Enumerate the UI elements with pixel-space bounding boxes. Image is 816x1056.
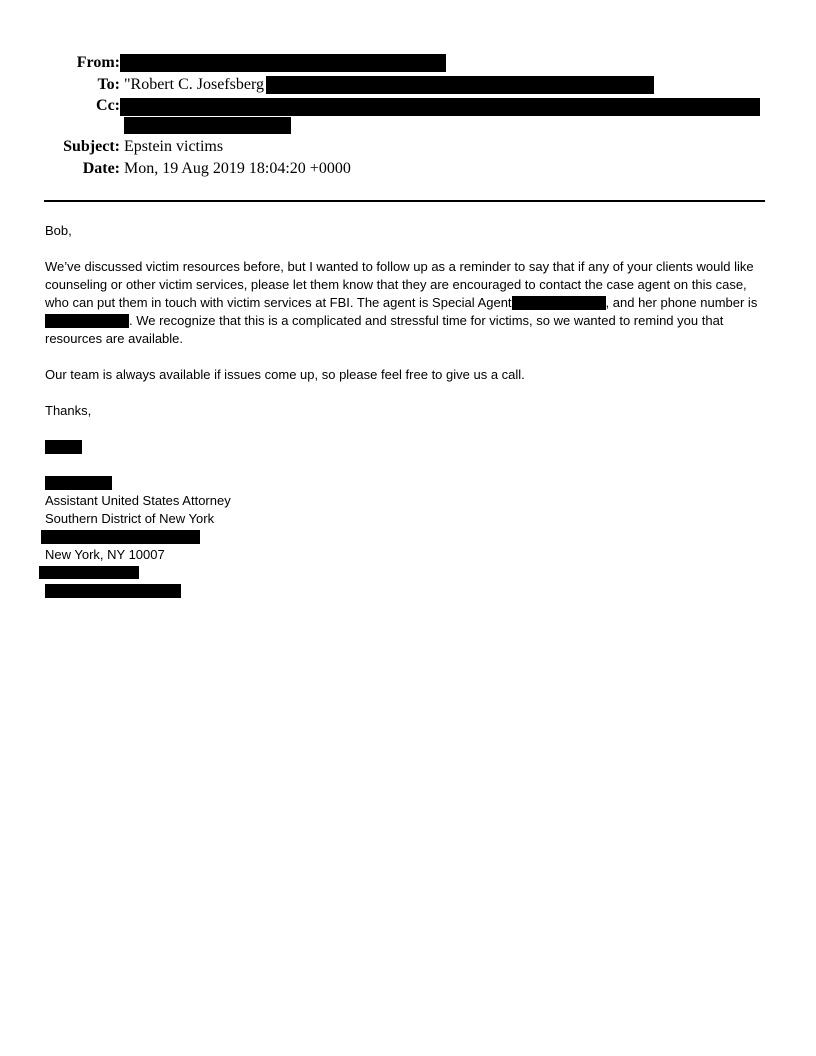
redacted-cc-line2 <box>124 117 291 134</box>
redacted-phone-number <box>45 314 129 328</box>
header-divider <box>44 200 765 202</box>
to-label: To: <box>97 76 120 93</box>
body-paragraph-2: Our team is always available if issues come up, so please feel free to give us a call. <box>45 367 525 382</box>
to-row <box>0 75 816 95</box>
body-paragraph-1 <box>45 258 767 348</box>
greeting: Bob, <box>45 223 72 238</box>
redacted-phone <box>39 566 139 579</box>
redacted-agent-name <box>512 296 606 310</box>
subject-row <box>0 137 816 157</box>
subject-label: Subject: <box>63 138 120 155</box>
date-label: Date: <box>82 160 120 177</box>
to-value: "Robert C. Josefsberg <box>124 76 264 93</box>
subject-value: Epstein victims <box>124 138 224 155</box>
signature-office: Southern District of New York <box>45 511 215 526</box>
redacted-sender-first-name <box>45 440 82 454</box>
date-row <box>0 159 816 179</box>
redacted-from <box>120 54 446 72</box>
closing: Thanks, <box>45 403 92 418</box>
from-label: From: <box>76 54 120 71</box>
paragraph-1-text-c: . We recognize that this is a complicated and stressful time for victims, so we wanted to remind you that resources are available. <box>45 313 724 346</box>
signature-title: Assistant United States Attorney <box>45 493 231 508</box>
paragraph-1-text-b: , and her phone number is <box>605 295 758 310</box>
cc-row <box>0 96 816 116</box>
date-value: Mon, 19 Aug 2019 18:04:20 +0000 <box>124 160 351 177</box>
redacted-cc-line1 <box>120 98 760 116</box>
paragraph-1-text-a: We’ve discussed victim resources before, but I wanted to follow up as a reminder to say that if any of your clients would like counseling or other victim services, please let them know that they are encouraged to contact the case agent on this case, who can put them in touch with victim services at FBI. The agent is Special Agent <box>45 259 754 310</box>
from-row <box>0 53 816 73</box>
redacted-to <box>266 76 654 94</box>
redacted-email <box>45 584 181 598</box>
cc-label: Cc: <box>96 97 120 114</box>
redacted-street-address <box>41 530 200 544</box>
signature-city: New York, NY 10007 <box>45 547 165 562</box>
redacted-sender-full-name <box>45 476 112 490</box>
